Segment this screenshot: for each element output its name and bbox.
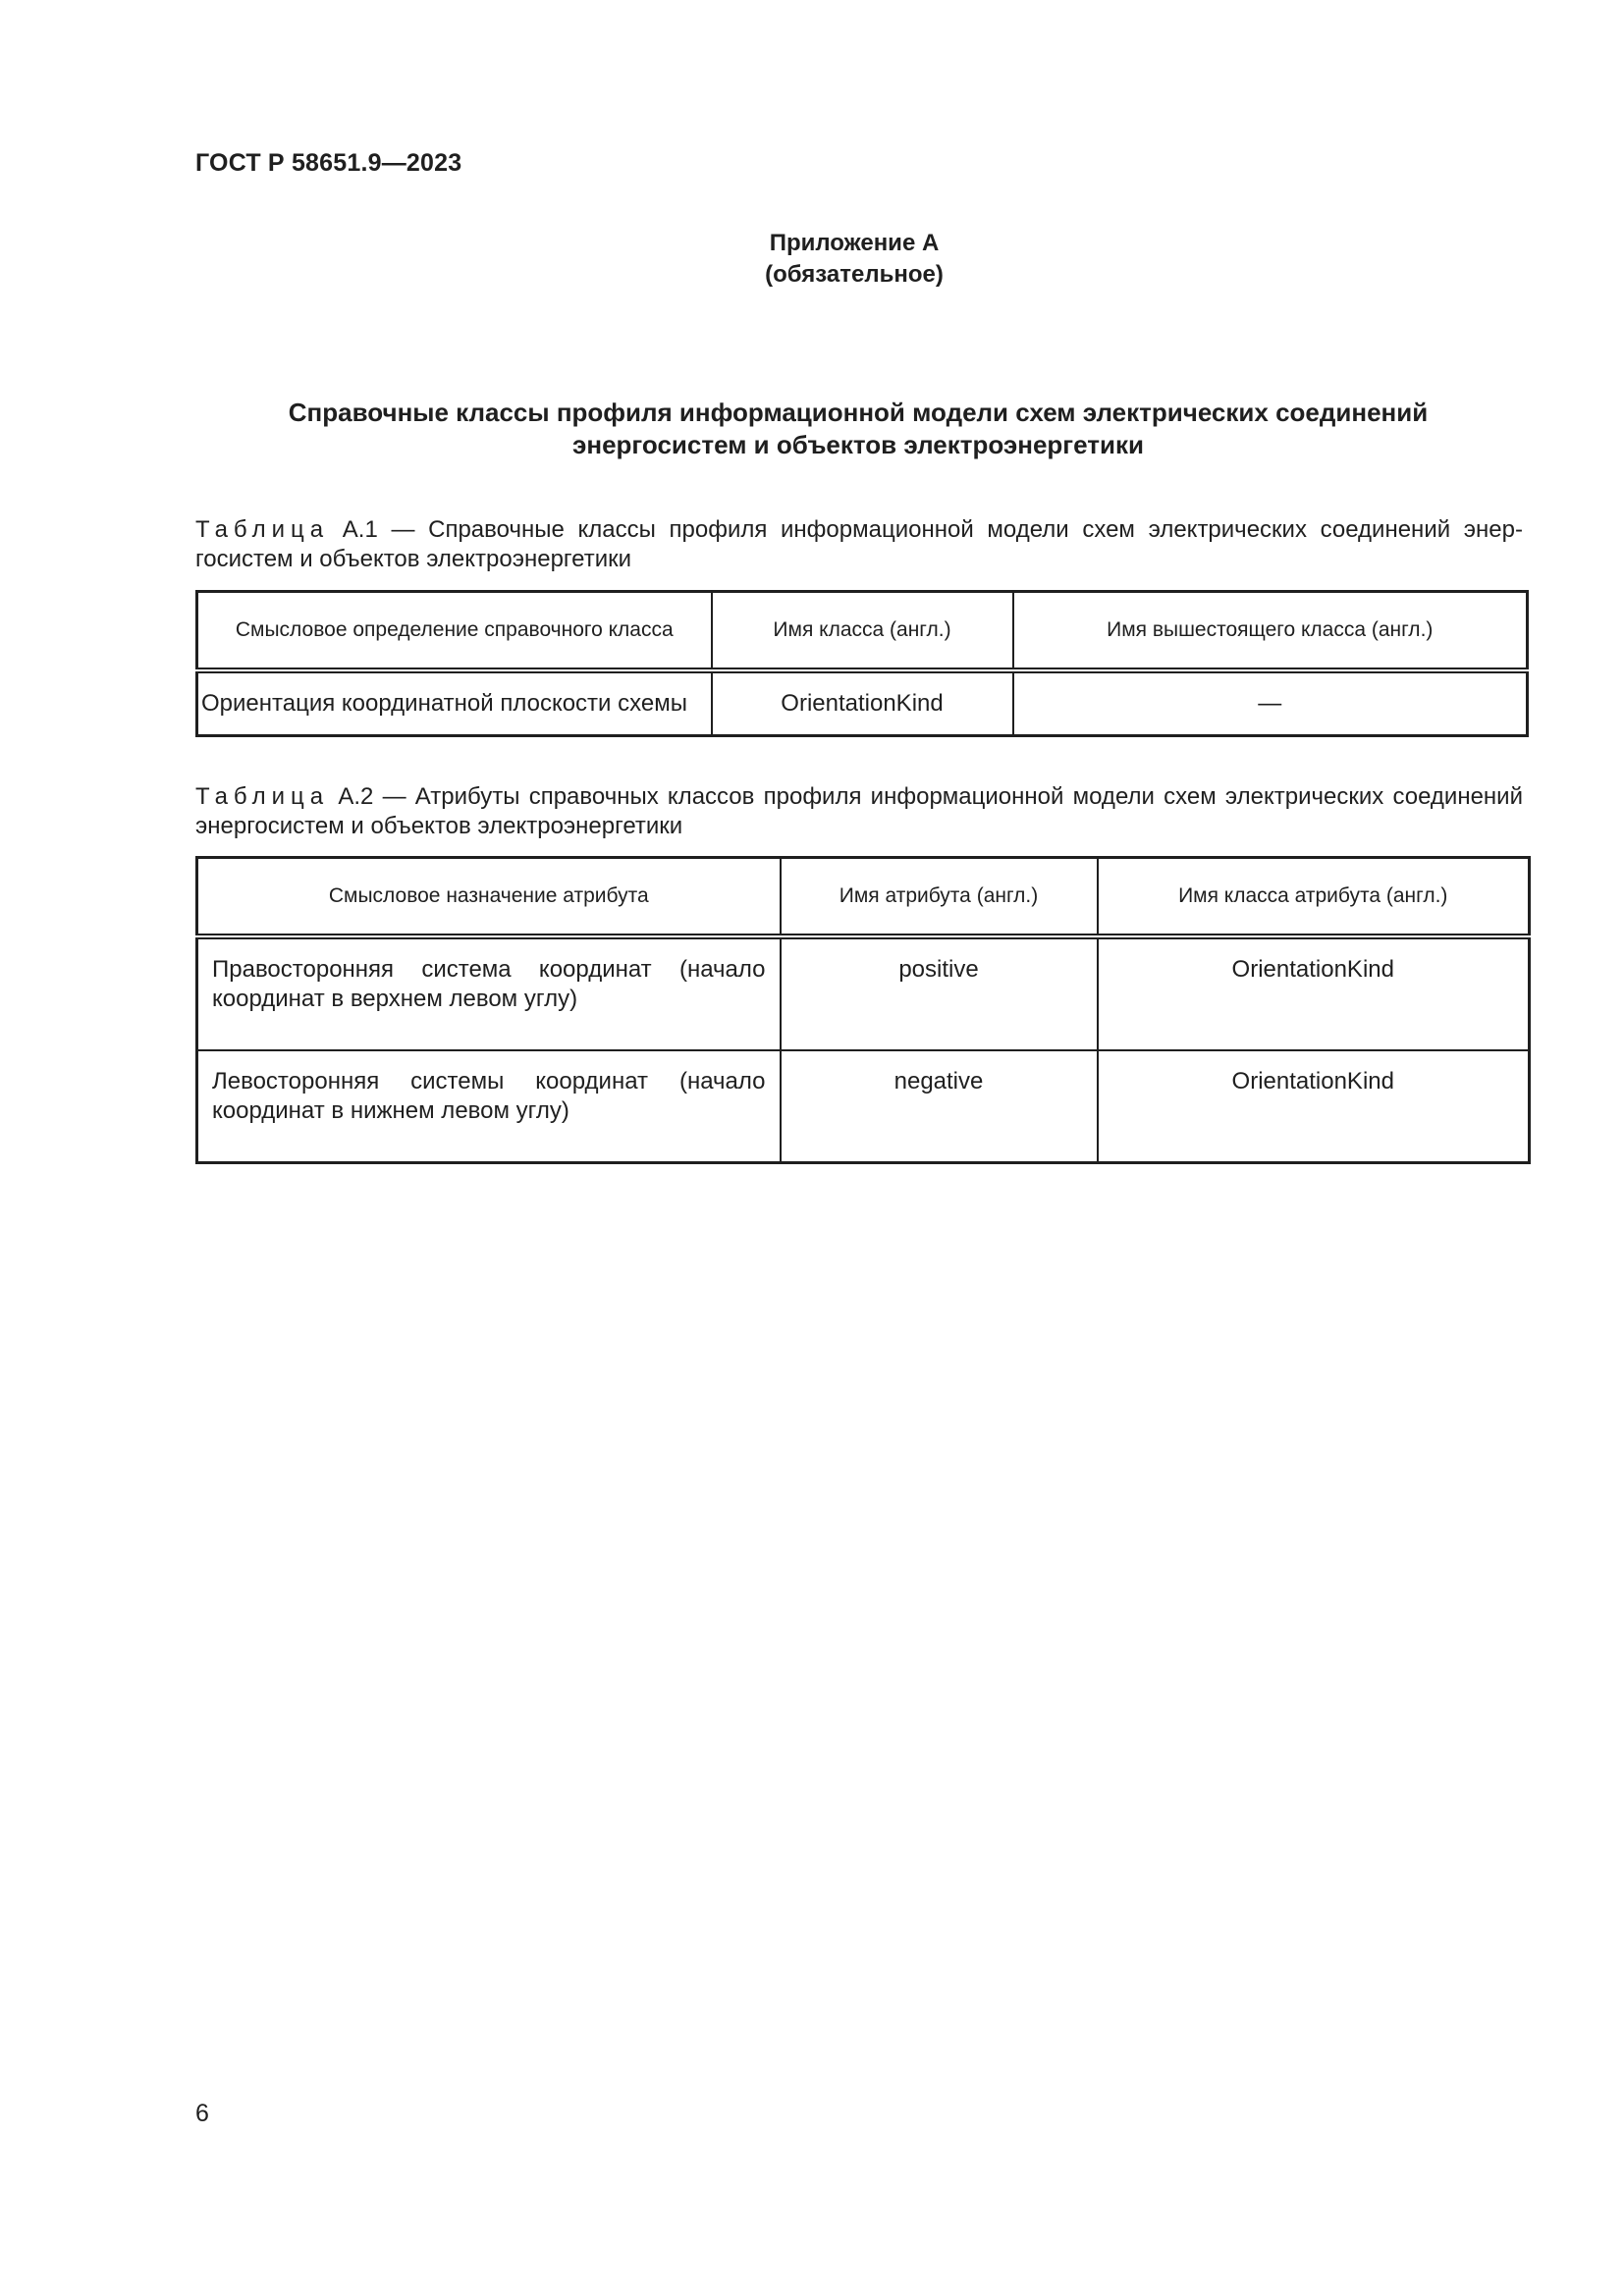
- table-a1-cell-definition: Ориентация координатной плоскости схемы: [197, 670, 712, 736]
- annex-heading: [195, 397, 1521, 461]
- table-a1: [195, 590, 1529, 737]
- table-row: [197, 1050, 1530, 1163]
- annex-heading-line-2: энергосистем и объектов электроэнергетики: [572, 430, 1144, 459]
- table-a2-header-row: [197, 858, 1530, 937]
- table-a1-header-row: [197, 592, 1528, 671]
- table-a1-cell-parent-class: —: [1013, 670, 1528, 736]
- table-row: [197, 936, 1530, 1050]
- table-a1-cell-class-name: OrientationKind: [712, 670, 1013, 736]
- table-a1-caption: [195, 515, 1523, 574]
- annex-status: (обязательное): [765, 261, 944, 288]
- table-a2-cell-attribute-class: OrientationKind: [1098, 1050, 1530, 1163]
- table-a1-col-parent-class: Имя вышестоящего класса (англ.): [1013, 592, 1528, 671]
- table-a2-caption: [195, 782, 1523, 841]
- table-a2-caption-lead: Таблица: [195, 783, 330, 810]
- table-a2-caption-text: А.2 — Атрибуты справочных классов профиля информационной модели схем электрических соединений энергосистем и объектов электроэнергетики: [195, 783, 1523, 839]
- table-a2-col-attribute-class: Имя класса атрибута (англ.): [1098, 858, 1530, 937]
- table-a2: [195, 856, 1531, 1164]
- document-code: ГОСТ Р 58651.9—2023: [195, 149, 462, 177]
- table-a1-col-class-name: Имя класса (англ.): [712, 592, 1013, 671]
- table-a1-col-definition: Смысловое определение справочного класса: [197, 592, 712, 671]
- annex-heading-line-1: Справочные классы профиля информационной модели схем электрических соединений: [288, 398, 1429, 427]
- table-a2-cell-attribute-name: negative: [781, 1050, 1098, 1163]
- table-a1-caption-lead: Таблица: [195, 516, 330, 543]
- table-a2-cell-purpose: Правосторонняя система координат (начало координат в верхнем левом углу): [197, 936, 781, 1050]
- table-a2-cell-attribute-name: positive: [781, 936, 1098, 1050]
- table-a1-caption-text: А.1 — Справочные классы профиля информационной модели схем электрических соединений энергосистем и объектов электроэнергетики: [195, 516, 1523, 572]
- table-a2-col-attribute-name: Имя атрибута (англ.): [781, 858, 1098, 937]
- annex-title: Приложение А: [769, 230, 940, 256]
- page-number: 6: [195, 2100, 209, 2127]
- table-a2-cell-attribute-class: OrientationKind: [1098, 936, 1530, 1050]
- annex-header: [0, 228, 1624, 291]
- table-row: [197, 670, 1528, 736]
- table-a2-col-purpose: Смысловое назначение атрибута: [197, 858, 781, 937]
- table-a2-cell-purpose: Левосторонняя системы координат (начало координат в нижнем левом углу): [197, 1050, 781, 1163]
